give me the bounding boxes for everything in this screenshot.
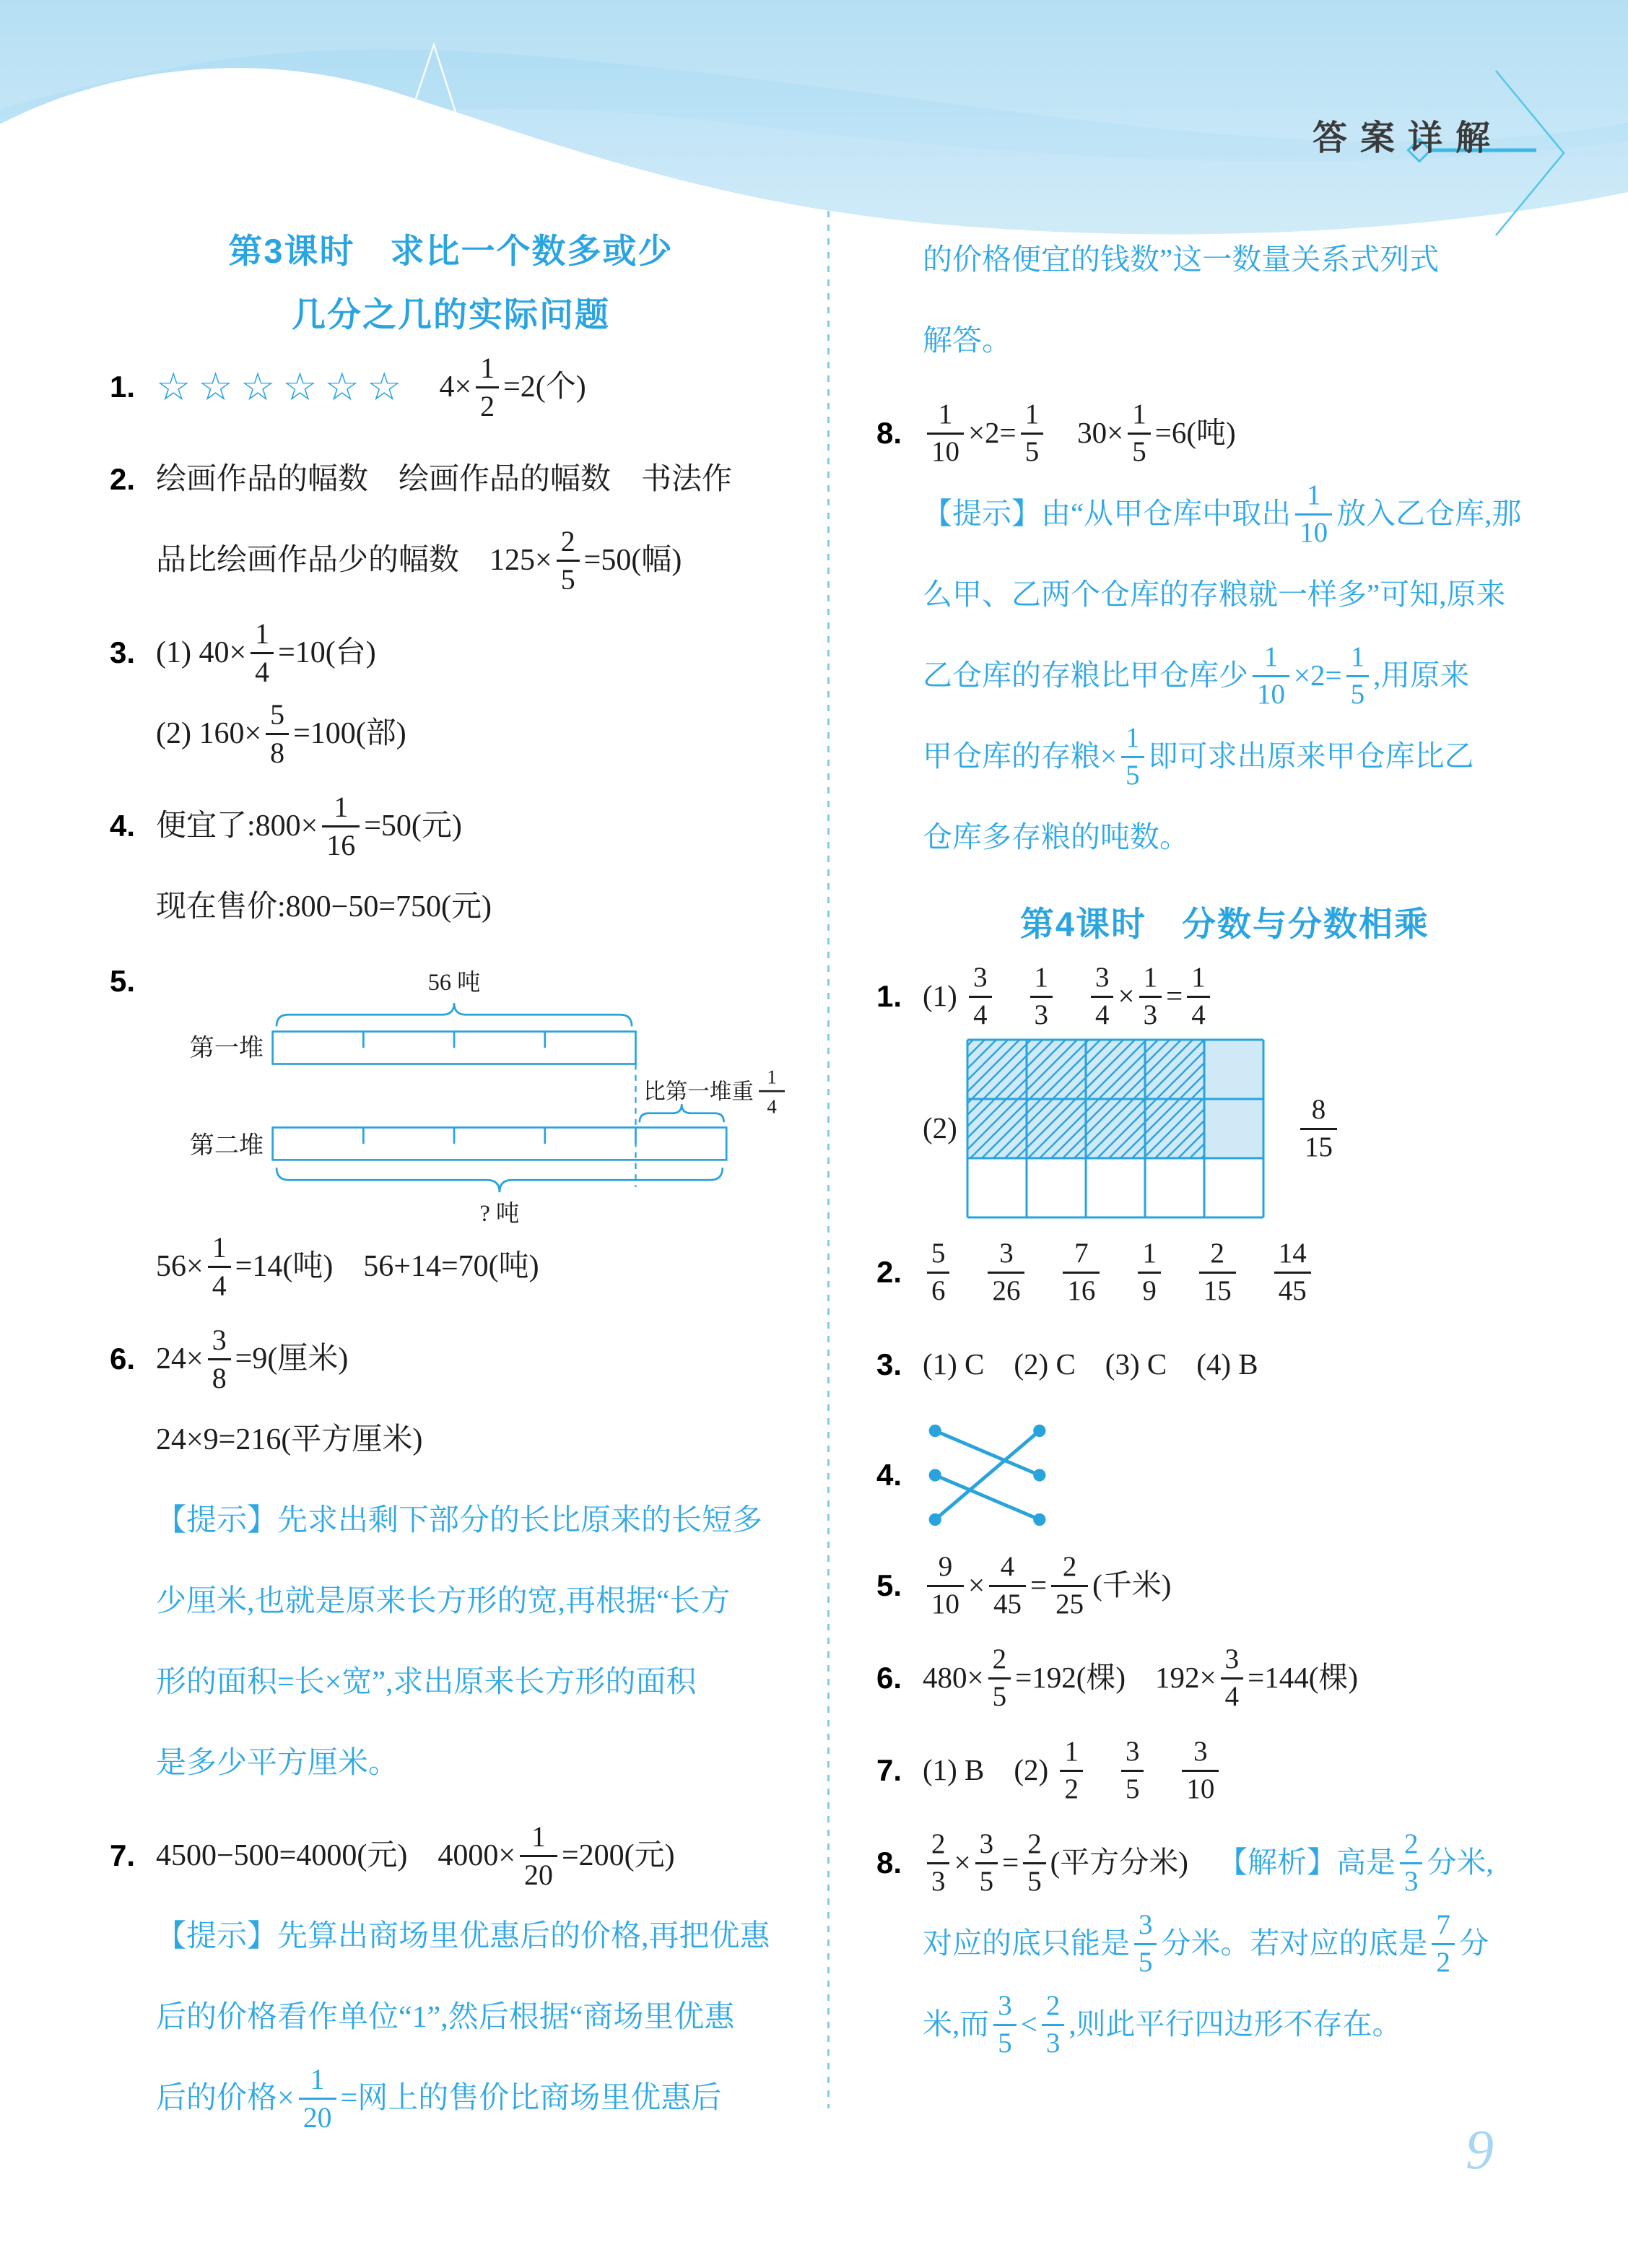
answer-text: < [1020,2007,1037,2041]
item-number: 3. [876,1347,902,1381]
fraction: 1 2 [1060,1738,1082,1804]
answer-text: 【提示】先求出剩下部分的长比原来的长短多 [156,1503,763,1537]
answer-text: 对应的底只能是 [923,1926,1130,1960]
answer-line [923,474,1573,555]
item-number: 2. [110,461,136,496]
answer-line [156,520,792,601]
answer-text: (1) C (2) C (3) C (4) B [923,1347,1258,1381]
matching-lines-diagram [923,1417,1071,1534]
right-column [876,217,1573,2077]
answer-text: 放入乙仓库,那 [1336,497,1522,531]
fraction: 3 5 [1121,1738,1144,1804]
answer-text: ×2= [967,416,1017,450]
answer-text: = [1166,979,1183,1013]
answer-text [1057,978,1087,1014]
answer-text: =100(部) [293,716,406,750]
section-title: 第4课时 分数与分数相乘 [1019,904,1430,943]
answer-text: 30× [1048,416,1124,450]
answer-item [876,393,1573,878]
fraction: $\frac{1}{3}$ [1139,964,1162,1030]
answer-text: 4× [409,370,472,404]
answer-line [156,1561,792,1642]
answer-item [110,786,792,947]
fraction: $\frac{1}{4}$ [1187,964,1209,1030]
fraction: $\frac{2}{5}$ [557,527,580,594]
fraction: $\frac{3}{8}$ [208,1326,231,1393]
answer-text: =192(棵) 192× [1015,1661,1216,1695]
answer-text [1104,1254,1133,1290]
answer-line [876,1324,1573,1405]
answer-line [876,1822,1573,1903]
svg-text:4: 4 [767,1095,777,1118]
fraction: 3 5 [993,1992,1016,2058]
fraction: $\frac{3}{4}$ [1221,1646,1243,1711]
item-number: 5. [110,964,136,998]
answer-text: 24×9=216(平方厘米) [156,1422,423,1456]
item-number: 7. [110,1838,136,1872]
answer-line [110,439,792,520]
answer-item [110,1318,792,1804]
answer-text: 后的价格看作单位“1”,然后根据“商场里优惠 [156,2000,735,2034]
fraction: $\frac{1}{5}$ [1121,724,1144,790]
answer-line [923,300,1573,381]
page-header [0,0,1628,240]
svg-text:第二堆: 第二堆 [189,1132,264,1160]
answer-text: 乙仓库的存粮比甲仓库少 [923,659,1248,692]
answer-text: (1) B (2) [923,1753,1056,1787]
fraction: $\frac{1}{5}$ [1128,401,1150,466]
answer-text: ,用原来 [1373,659,1470,692]
answer-item [110,1815,792,2139]
fraction: 2 15 [1199,1240,1236,1305]
item-number: 8. [876,415,902,450]
fraction: $\frac{1}{5}$ [1346,643,1369,709]
fraction: 8 15 [1300,1096,1337,1162]
answer-line [923,1984,1573,2065]
answer-text: 绘画作品的幅数 绘画作品的幅数 书法作 [156,462,733,496]
answer-text [1266,1111,1296,1146]
item-number: 8. [876,1845,902,1880]
answer-text [996,978,1026,1014]
answer-text: 后的价格× [156,2081,295,2115]
answer-text: =6(吨) [1154,416,1236,450]
fraction: $\frac{3}{4}$ [1091,964,1113,1030]
answer-item [110,612,792,774]
answer-line [156,866,792,947]
answer-item [110,959,792,1307]
star-icons: ☆☆☆☆☆☆ [156,364,409,409]
answer-item [110,347,792,427]
answer-text [1240,1254,1270,1290]
answer-line [156,1642,792,1723]
answer-text: 4500−500=4000(元) 4000× [156,1838,516,1872]
svg-text:1: 1 [767,1066,777,1088]
answer-text: =10(台) [278,635,376,669]
fraction: $\frac{1}{2}$ [476,354,499,421]
fraction: 5 6 [927,1240,949,1305]
answer-text: 分米, [1427,1846,1494,1880]
answer-line [923,555,1573,635]
answer-text: × [954,1846,971,1880]
answer-text [1029,1254,1058,1290]
answer-item [876,1545,1573,1626]
answer-item [876,1417,1573,1534]
answer-line [110,612,792,693]
answer-text: 仓库多存粮的吨数。 [923,820,1189,854]
answer-text: 是多少平方厘米。 [156,1746,399,1780]
answer-item [876,1324,1573,1405]
answer-text: 么甲、乙两个仓库的存粮就一样多”可知,原来 [923,578,1506,612]
fraction: $\frac{9}{10}$ [927,1553,964,1619]
answer-text [1087,1752,1117,1788]
answer-text: (1) [923,979,965,1013]
answer-text: 现在售价:800−50=750(元) [156,890,492,924]
answer-text: 分米。若对应的底是 [1161,1926,1428,1960]
fraction: $\frac{1}{20}$ [520,1822,557,1890]
answer-line [876,1545,1573,1626]
answer-text: × [1118,979,1135,1013]
answer-text: 便宜了:800× [156,809,318,843]
item-number: 2. [876,1254,902,1289]
answer-text: 分 [1458,1926,1489,1960]
answer-line [923,1903,1573,1984]
answer-line [156,1480,792,1561]
answer-line [923,716,1573,797]
answer-text: (平方分米) [1050,1846,1218,1880]
fraction: $\frac{1}{10}$ [1253,643,1289,709]
fraction-grid-diagram [965,1037,1266,1220]
answer-text: ×2= [1293,659,1342,692]
answer-text: (千米) [1092,1568,1172,1602]
answer-text: = [1002,1846,1019,1880]
answer-text: 24× [156,1342,204,1376]
item-number: 6. [110,1341,136,1376]
answer-text: =14(吨) 56+14=70(吨) [235,1249,539,1283]
section-title: 第3课时 求比一个数多或少 [228,231,674,270]
answer-line [876,956,1573,1037]
fraction: 3 10 [1182,1738,1219,1804]
answer-item [876,1730,1573,1811]
fraction: 2 3 [1400,1830,1422,1896]
answer-text: 米,而 [923,2007,990,2041]
answer-text: (2) [923,1111,965,1145]
answer-text: ,则此平行四边形不存在。 [1068,2007,1402,2041]
fraction: $\frac{2}{3}$ [927,1830,949,1896]
answer-text: 480× [923,1661,984,1695]
item-number: 4. [110,808,136,843]
answer-item [876,956,1573,1220]
column-divider [827,211,830,2108]
fraction: $\frac{1}{10}$ [927,401,964,466]
answer-text: 【提示】先算出商场里优惠后的价格,再把优惠 [156,1919,770,1953]
answer-text: × [967,1568,985,1602]
answer-text: 解答。 [923,323,1011,357]
fraction: $\frac{3}{5}$ [975,1830,998,1896]
answer-text: 甲仓库的存粮× [923,739,1118,773]
answer-text [1148,1752,1178,1788]
fraction: 3 5 [1134,1911,1157,1977]
fraction: $\frac{5}{8}$ [266,700,289,768]
answer-line [876,1638,1573,1719]
item-number: 7. [876,1752,902,1787]
item-number: 3. [110,635,136,669]
answer-text: 少厘米,也就是原来长方形的宽,再根据“长方 [156,1584,731,1618]
answer-text: 56× [156,1249,204,1283]
fraction: 3 4 [969,964,991,1030]
answer-item [876,1232,1573,1313]
answer-line [876,1417,1573,1534]
svg-text:56 吨: 56 吨 [427,969,481,996]
answer-line [156,1723,792,1804]
item-number: 4. [876,1457,902,1492]
answer-text: 即可求出原来甲仓库比乙 [1148,739,1474,773]
fraction: $\frac{1}{16}$ [322,793,360,860]
answer-text: =144(棵) [1248,1661,1359,1695]
fraction: $\frac{2}{5}$ [1023,1830,1045,1896]
answer-text: =网上的售价比商场里优惠后 [340,2081,722,2115]
answer-line [110,786,792,866]
bar-model-diagram [156,959,791,1226]
item-number: 1. [876,978,902,1013]
left-column [110,217,792,2150]
answer-line [876,393,1573,474]
answer-line [876,1232,1573,1313]
answer-line [876,1730,1573,1811]
answer-text: 形的面积=长×宽”,求出原来长方形的面积 [156,1665,697,1699]
answer-text [1165,1254,1195,1290]
fraction: $\frac{1}{4}$ [208,1233,231,1300]
answer-line [110,1815,792,1896]
item-number: 5. [876,1568,902,1602]
answer-item [876,1822,1573,2065]
answer-text: =200(元) [561,1838,675,1872]
fraction: $\frac{1}{5}$ [1021,401,1043,466]
fraction: $\frac{4}{45}$ [989,1553,1026,1619]
answer-line [156,1896,792,1977]
answer-text: (1) 40× [156,635,247,669]
fraction: 7 2 [1432,1911,1454,1977]
fraction: 1 3 [1030,964,1053,1030]
answer-line [923,1037,1573,1220]
answer-text: =50(幅) [583,543,682,577]
page-number: 9 [1466,2118,1494,2181]
answer-text: 【提示】由“从甲仓库中取出 [923,497,1292,531]
answer-line [110,347,792,427]
answer-line [156,2058,792,2139]
fraction: 2 3 [1042,1992,1064,2058]
answer-item [110,439,792,601]
fraction: 3 26 [988,1240,1024,1305]
section-title: 几分之几的实际问题 [292,295,610,334]
answer-text: 的价格便宜的钱数”这一数量关系式列式 [923,243,1440,277]
fraction: 1 9 [1138,1240,1160,1305]
item-number: 6. [876,1660,902,1695]
svg-text:? 吨: ? 吨 [479,1199,520,1226]
answer-line [923,635,1573,716]
answer-text: 【解析】高是 [1217,1846,1396,1880]
answer-line [110,1318,792,1399]
fraction: $\frac{2}{25}$ [1051,1553,1088,1619]
fraction: 7 16 [1063,1240,1100,1305]
answer-text: =2(个) [503,370,586,404]
answer-line [110,959,792,1226]
svg-text:比第一堆重: 比第一堆重 [643,1079,754,1104]
answer-text: = [1030,1568,1048,1602]
continuation-text [876,220,1573,381]
answer-line [156,1226,792,1307]
fraction: $\frac{1}{4}$ [251,620,274,687]
answer-line [156,693,792,774]
answer-text [954,1254,983,1290]
answer-line [156,1977,792,2058]
answer-line [923,220,1573,300]
answer-text: 品比绘画作品少的幅数 125× [156,543,552,577]
svg-text:第一堆: 第一堆 [189,1035,264,1062]
answer-item [876,1638,1573,1719]
answer-text: =9(厘米) [235,1342,349,1376]
answer-text: (2) 160× [156,716,262,750]
fraction: $\frac{1}{20}$ [299,2065,336,2132]
item-number: 1. [110,369,136,404]
answer-text: =50(元) [364,809,462,843]
fraction: $\frac{2}{5}$ [988,1646,1011,1711]
fraction: 14 45 [1274,1240,1311,1305]
answer-line [156,1399,792,1480]
header-title: 答案详解 [1313,119,1504,157]
answer-line [923,797,1573,878]
fraction: 1 10 [1295,482,1332,547]
